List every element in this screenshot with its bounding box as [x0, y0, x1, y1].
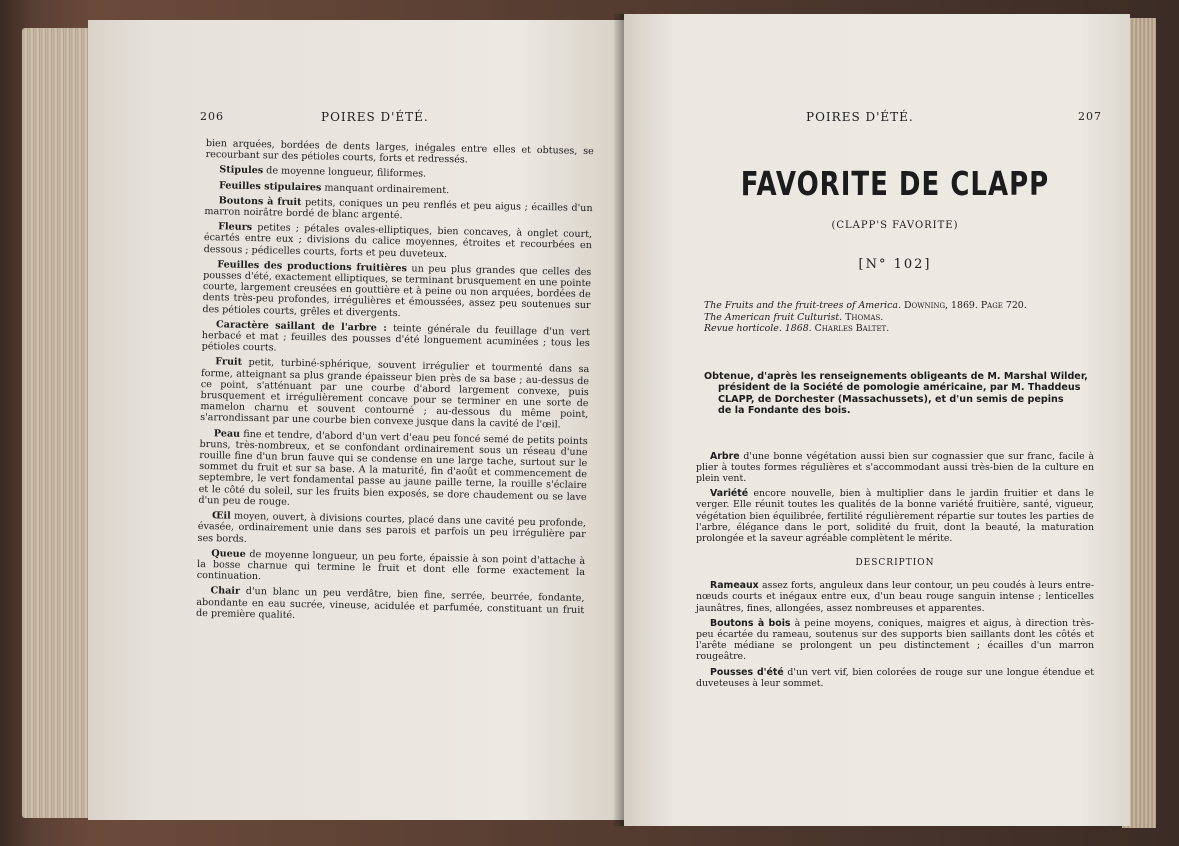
left-paragraph-lead: Caractère saillant de l'arbre :	[215, 319, 387, 334]
section-heading: DESCRIPTION	[855, 558, 935, 569]
variety-subtitle: (CLAPP'S FAVORITE)	[831, 220, 959, 231]
left-paragraph-lead: Fleurs	[218, 221, 253, 234]
references	[696, 300, 1094, 335]
left-paragraph-lead: Boutons à fruit	[218, 195, 302, 208]
left-paragraph	[204, 195, 592, 226]
left-paragraph-text: petit, turbiné-sphérique, souvent irrégulier et tourmenté dans sa forme, atteignant sa plus grande épaisseur bien près de sa base ; au-dessus de ce point, s'atténuant par une courbe d'abord largement convexe, puis brusquement et irrégulièrement concave pour se terminer en une sorte de mamelon charnu et souvent contourné ; au-dessous du même point, s'arrondissant par une courbe bien convexe jusque dans la cavité de l'œil.	[200, 357, 590, 431]
left-paragraph-lead: Queue	[211, 547, 246, 560]
left-paragraph-text: moyen, ouvert, à divisions courtes, placé dans une cavité peu profonde, évasée, ordinairement unie dans ses parois et parfois un peu irrégulière par ses bords.	[197, 510, 587, 545]
reference-author: Thomas.	[842, 311, 884, 323]
left-running-title: POIRES D'ÉTÉ.	[321, 110, 429, 124]
left-paragraph-text: manquant ordinairement.	[324, 182, 450, 196]
book-edge-left	[22, 28, 92, 818]
left-paragraph-text: de moyenne longueur, filiformes.	[266, 165, 427, 181]
right-text-body	[696, 451, 1094, 545]
left-paragraph	[198, 428, 588, 515]
left-paragraph-lead: Peau	[213, 427, 241, 440]
right-paragraph-lead: Variété	[710, 488, 749, 500]
left-paragraph	[202, 319, 591, 361]
description-paragraph-text: assez forts, anguleux dans leur contour, un peu coudés à leurs entre-nœuds courts et inégaux entre eux, d'un beau rouge sanguin intense ; lenticelles jaunâtres, fines, allongées, assez nombreuses et apparentes.	[696, 580, 1095, 614]
left-paragraph-text: un peu plus grandes que celles des pousses d'été, exactement elliptiques, se terminant brusquement en une pointe courte, largement creusées en gouttière et à peine ou non arquées, bordées de dents très-peu profondes, irrégulières et émoussées, assez peu soutenues sur des pétioles courts, grêles et divergents.	[202, 263, 592, 319]
right-paragraph-text: encore nouvelle, bien à multiplier dans le jardin fruitier et dans le verger. Elle réunit toutes les qualités de la bonne variété fruitière, santé, vigueur, végétation bien équilibrée, fertilité régulièrement répartie sur toutes les parties de l'arbre, élégance dans le port, solidité du fruit, dont la beauté, la maturation prolongée et la saveur agréable complètent le mérite.	[696, 488, 1094, 544]
left-paragraph-text: teinte générale du feuillage d'un vert herbacé et mat ; feuilles des pousses d'été longuement acuminées ; tous les pétioles courts.	[201, 322, 591, 354]
left-paragraph	[206, 138, 594, 169]
origin-line: président de la Société de pomologie américaine, par M. Thaddeus	[718, 382, 1081, 393]
left-paragraph-lead: Fruit	[215, 356, 243, 369]
left-text-body	[196, 138, 594, 627]
description-paragraph-text: à peine moyens, coniques, maigres et aigus, à direction très-peu écartée du rameau, soutenus sur des supports bien saillants dont les côtés et l'arête médiane se prolongent un peu distinctement ; écailles d'un marron rougeâtre.	[696, 617, 1094, 663]
left-page-number: 206	[200, 110, 224, 123]
left-paragraph	[200, 356, 589, 431]
right-page	[624, 14, 1130, 826]
left-paragraph	[197, 548, 586, 590]
left-paragraph-text: bien arquées, bordées de dents larges, inégales entre elles et obtuses, se recourbant sur des pétioles courts, forts et redressés.	[205, 138, 594, 166]
left-page	[88, 20, 624, 820]
left-paragraph-lead: Chair	[210, 585, 241, 598]
origin-line: Obtenue, d'après les renseignements obligeants de M. Marshal Wilder,	[704, 370, 1088, 382]
left-paragraph-lead: Stipules	[219, 164, 264, 177]
right-page-number: 207	[1078, 110, 1102, 123]
right-running-title: POIRES D'ÉTÉ.	[806, 110, 914, 124]
reference-author: Charles Baltet.	[811, 323, 890, 334]
left-paragraph-text: petites ; pétales ovales-elliptiques, bien concaves, à onglet court, écartés entre eux ; divisions du calice moyennes, étroites et recourbées en dessous ; pédicelles courts, forts et peu duveteux.	[203, 222, 593, 260]
right-running-head	[696, 110, 1102, 130]
origin-line: de la Fondante des bois.	[718, 405, 851, 416]
left-paragraph	[198, 510, 587, 552]
reference-author: Downing, 1869. Page 720.	[901, 300, 1027, 311]
description-paragraph-lead: Rameaux	[710, 580, 759, 592]
description-body	[696, 580, 1094, 689]
reference-entry	[704, 312, 1094, 324]
variety-title: FAVORITE DE CLAPP	[740, 166, 1050, 204]
reference-entry	[704, 323, 1094, 335]
left-paragraph	[202, 259, 591, 323]
left-paragraph	[196, 585, 585, 627]
right-paragraph	[696, 451, 1094, 485]
description-paragraph-lead: Boutons à bois	[710, 617, 791, 629]
origin-note	[696, 371, 1094, 417]
reference-entry	[704, 300, 1094, 312]
reference-work: The Fruits and the fruit-trees of America.	[704, 300, 902, 311]
plate-number: [N° 102]	[858, 257, 932, 272]
left-paragraph	[204, 221, 593, 263]
left-paragraph-text: petits, coniques un peu renflés et peu aigus ; écailles d'un marron noirâtre bordé de blanc argenté.	[204, 196, 593, 222]
left-paragraph-text: d'un blanc un peu verdâtre, bien fine, serrée, beurrée, fondante, abondante en eau sucrée, vineuse, acidulée et parfumée, constituant un fruit de première qualité.	[195, 586, 585, 621]
left-paragraph-lead: Feuilles stipulaires	[218, 179, 322, 194]
left-paragraph-text: fine et tendre, d'abord d'un vert d'eau peu foncé semé de petits points bruns, très-nombreux, et se confondant ordinairement sous un réseau d'une rouille fine d'un brun fauve qui se condense en une large tache, surtout sur le sommet du fruit et sur sa base. A la maturité, fin d'août et commencement de septembre, le vert fondamental passe au jaune paille terne, la rouille s'éclaire et le côté du soleil, sur les fruits bien exposés, se dore chaudement ou se lave d'un peu de rouge.	[198, 428, 588, 508]
left-paragraph-lead: Œil	[211, 510, 231, 522]
left-paragraph-lead: Feuilles des productions fruitières	[217, 259, 408, 275]
description-paragraph	[696, 618, 1094, 663]
reference-work: Revue horticole. 1868.	[704, 323, 812, 334]
origin-line: CLAPP, de Dorchester (Massachussets), et d'un semis de pepins	[718, 393, 1064, 405]
right-paragraph-text: d'une bonne végétation aussi bien sur cognassier que sur franc, facile à plier à toutes formes régulières et s'accommodant aussi très-bien de la culture en plein vent.	[696, 450, 1094, 484]
right-paragraph-lead: Arbre	[710, 450, 740, 462]
description-paragraph-text: d'un vert vif, bien colorées de rouge sur une longue étendue et duveteuses à leur sommet.	[696, 666, 1094, 689]
description-paragraph-lead: Pousses d'été	[710, 666, 784, 678]
left-running-head	[200, 110, 594, 130]
left-paragraph-text: de moyenne longueur, un peu forte, épaissie à son point d'attache à la bosse charnue qui termine le fruit et dont elle forme exactement la continuation.	[196, 548, 586, 583]
description-paragraph	[696, 667, 1094, 689]
description-paragraph	[696, 580, 1094, 614]
right-paragraph	[696, 488, 1094, 544]
reference-work: The American fruit Culturist.	[704, 311, 843, 323]
